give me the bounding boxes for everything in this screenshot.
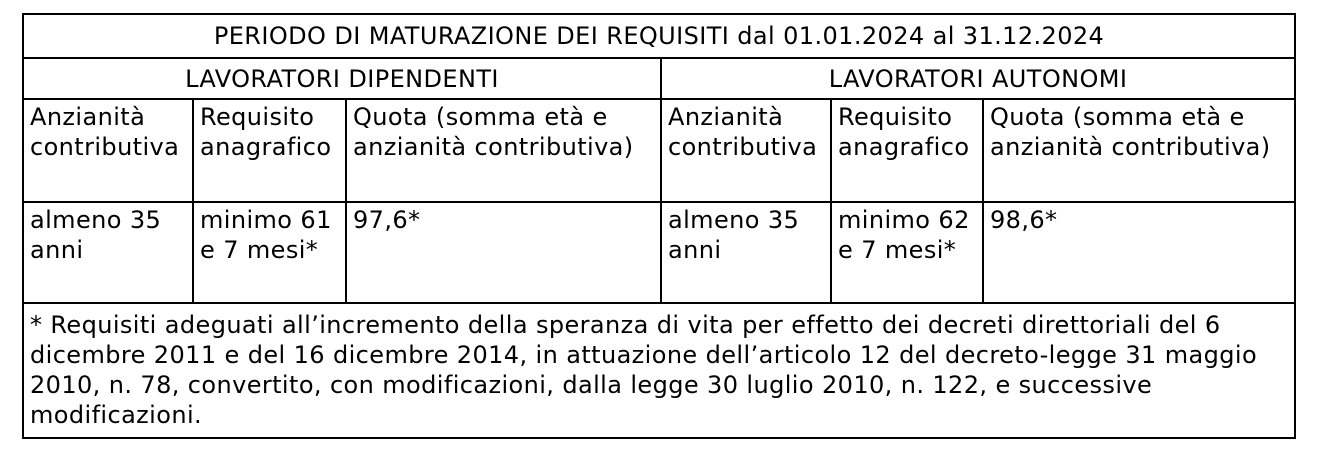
header-aut-requisito: Requisito anagrafico — [831, 99, 983, 202]
footnote-row — [23, 303, 1295, 438]
value-dip-anzianita: almeno 35 anni — [23, 202, 193, 303]
value-aut-quota: 98,6* — [983, 202, 1295, 303]
table-row — [23, 202, 1295, 303]
group-header-autonomi: LAVORATORI AUTONOMI — [661, 58, 1295, 99]
value-dip-requisito: minimo 61 e 7 mesi* — [193, 202, 346, 303]
value-dip-quota: 97,6* — [346, 202, 661, 303]
group-header-dipendenti: LAVORATORI DIPENDENTI — [23, 58, 661, 99]
group-row — [23, 58, 1295, 99]
footnote: * Requisiti adeguati all’incremento della speranza di vita per effetto dei decreti direttoriali del 6 dicembre 2011 e del 16 dicembre 2014, in attuazione dell’articolo 12 del decreto-legge 31 maggio 2010, n. 78, convertito, con modificazioni, dalla legge 30 luglio 2010, n. 122, e successive modificazioni. — [23, 303, 1295, 438]
title-row — [23, 14, 1295, 58]
header-aut-anzianita: Anzianità contributiva — [661, 99, 831, 202]
header-dip-requisito: Requisito anagrafico — [193, 99, 346, 202]
value-aut-requisito: minimo 62 e 7 mesi* — [831, 202, 983, 303]
header-dip-quota: Quota (somma età e anzianità contributiva) — [346, 99, 661, 202]
requisiti-table — [22, 13, 1296, 439]
column-header-row — [23, 99, 1295, 202]
value-aut-anzianita: almeno 35 anni — [661, 202, 831, 303]
header-aut-quota: Quota (somma età e anzianità contributiva) — [983, 99, 1295, 202]
table-title: PERIODO DI MATURAZIONE DEI REQUISITI dal 01.01.2024 al 31.12.2024 — [23, 14, 1295, 58]
header-dip-anzianita: Anzianità contributiva — [23, 99, 193, 202]
